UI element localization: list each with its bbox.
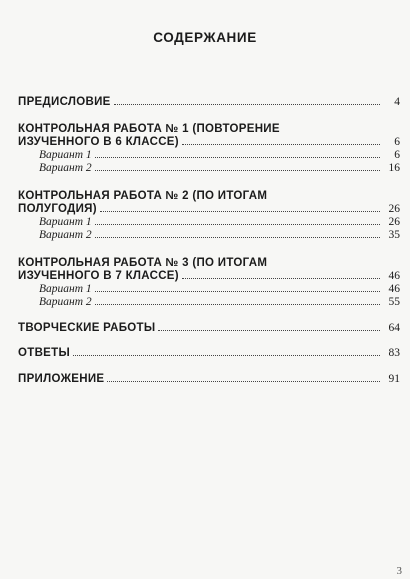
dot-leader xyxy=(182,278,380,279)
toc-page-number: 4 xyxy=(394,96,400,108)
toc-entry-test-3 xyxy=(18,256,400,309)
dot-leader xyxy=(95,170,380,171)
toc-variant-label: Вариант 2 xyxy=(39,162,92,174)
toc-variant-line xyxy=(18,296,400,309)
dot-leader xyxy=(182,144,380,145)
toc-entry-label: ИЗУЧЕННОГО В 7 КЛАССЕ) xyxy=(18,270,179,282)
toc-entry-label: ПРИЛОЖЕНИЕ xyxy=(18,373,105,385)
toc-variant-line xyxy=(18,149,400,162)
toc-entry-label: ИЗУЧЕННОГО В 6 КЛАССЕ) xyxy=(18,136,179,148)
page-title: СОДЕРЖАНИЕ xyxy=(153,30,257,45)
toc-page-number: 35 xyxy=(388,229,400,241)
dot-leader xyxy=(107,381,380,382)
toc-variant-line xyxy=(18,283,400,296)
toc-entry-appendix xyxy=(18,373,400,386)
toc-page-number: 26 xyxy=(388,216,400,228)
toc-variant-label: Вариант 1 xyxy=(39,149,92,161)
toc-line xyxy=(18,96,400,109)
toc-line xyxy=(18,136,400,149)
dot-leader xyxy=(158,330,380,331)
toc-line xyxy=(18,270,400,283)
toc-page-number: 6 xyxy=(394,136,400,148)
dot-leader xyxy=(95,291,380,292)
dot-leader xyxy=(95,304,380,305)
toc-page-number: 91 xyxy=(388,373,400,385)
toc-page-number: 6 xyxy=(394,149,400,161)
toc-variant-line xyxy=(18,216,400,229)
toc-page-number: 16 xyxy=(388,162,400,174)
toc-page-number: 46 xyxy=(388,283,400,295)
toc-variant-label: Вариант 2 xyxy=(39,229,92,241)
toc-entry-answers xyxy=(18,347,400,360)
toc-page-number: 55 xyxy=(388,296,400,308)
toc-entry-heading: КОНТРОЛЬНАЯ РАБОТА № 2 (ПО ИТОГАМ xyxy=(18,190,268,202)
toc-entry-label: ПОЛУГОДИЯ) xyxy=(18,203,97,215)
toc-page-number: 83 xyxy=(388,347,400,359)
toc-variant-label: Вариант 1 xyxy=(39,283,92,295)
toc-entry-label: ТВОРЧЕСКИЕ РАБОТЫ xyxy=(18,322,156,334)
dot-leader xyxy=(95,224,380,225)
toc-variant-line xyxy=(18,229,400,242)
toc-entry-heading: КОНТРОЛЬНАЯ РАБОТА № 1 (ПОВТОРЕНИЕ xyxy=(18,123,280,135)
dot-leader xyxy=(95,157,380,158)
toc-variant-label: Вариант 2 xyxy=(39,296,92,308)
toc-page-number: 46 xyxy=(388,270,400,282)
toc-entry-heading: КОНТРОЛЬНАЯ РАБОТА № 3 (ПО ИТОГАМ xyxy=(18,257,268,269)
dot-leader xyxy=(95,237,380,238)
toc-entry-test-1 xyxy=(18,122,400,175)
toc-line xyxy=(18,203,400,216)
toc-line xyxy=(18,373,400,386)
page-number: 3 xyxy=(396,565,402,577)
toc-page-number: 26 xyxy=(388,203,400,215)
dot-leader xyxy=(114,104,380,105)
toc-entry-test-2 xyxy=(18,189,400,242)
toc-line xyxy=(18,322,400,335)
toc-entry-creative-works xyxy=(18,322,400,335)
toc-entry-label: ПРЕДИСЛОВИЕ xyxy=(18,96,111,108)
toc-entry-label: ОТВЕТЫ xyxy=(18,347,71,359)
dot-leader xyxy=(73,355,380,356)
toc-variant-label: Вариант 1 xyxy=(39,216,92,228)
toc-entry-preface xyxy=(18,96,400,109)
toc-variant-line xyxy=(18,162,400,175)
dot-leader xyxy=(100,211,380,212)
toc-page-number: 64 xyxy=(388,322,400,334)
toc-line xyxy=(18,347,400,360)
